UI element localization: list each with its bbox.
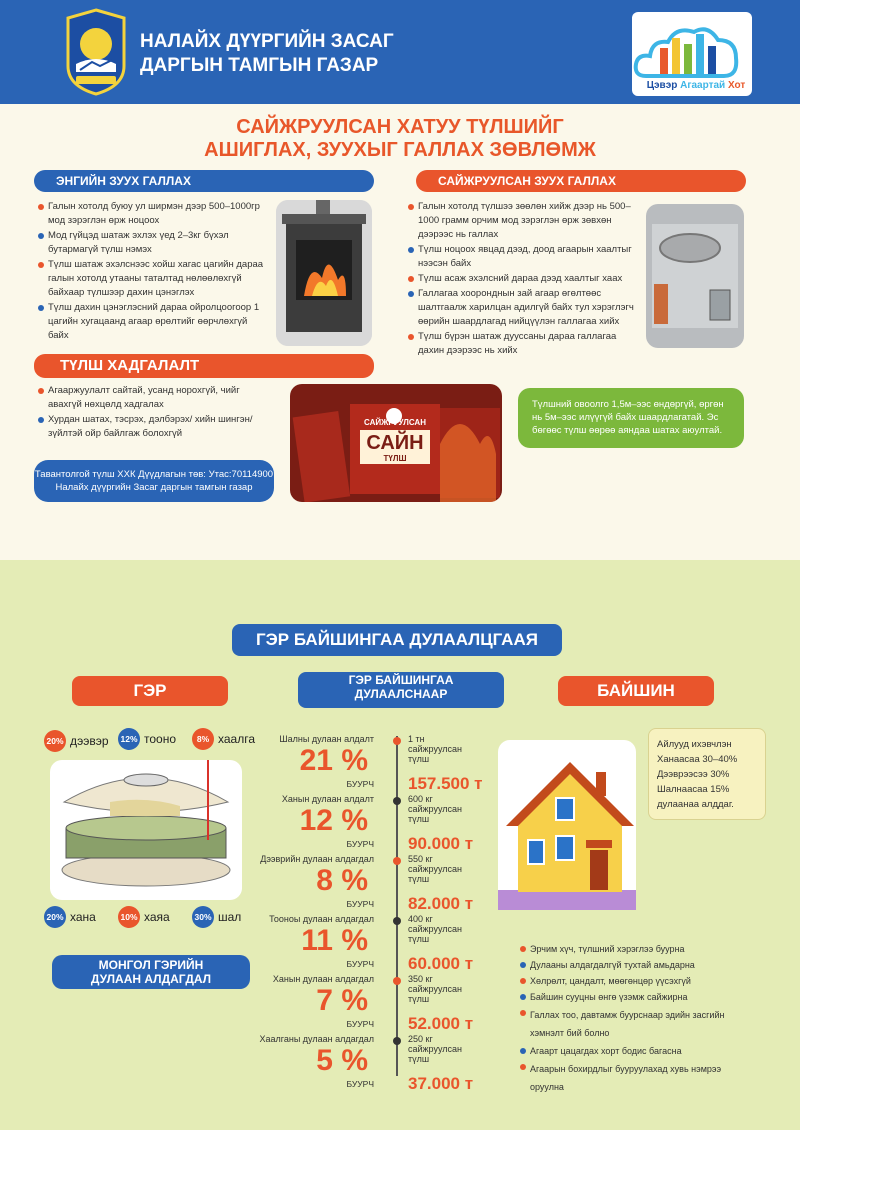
timeline-loss-label: Ханын дулаан алдагдал	[272, 974, 374, 984]
house-benefit-item: Хөлрөлт, цандалт, мөөгөнцөр үүсэхгүй	[520, 974, 740, 988]
timeline-row	[269, 914, 500, 973]
timeline-dot-icon	[393, 857, 401, 865]
ger-layers-icon	[50, 760, 242, 900]
regular-stove-list	[38, 200, 264, 344]
house-note-line: Дээврээсээ 30%	[657, 769, 730, 780]
ger-diagram	[50, 760, 242, 900]
timeline-loss-pct: 21 %	[299, 744, 368, 777]
mongol-tag-line1: МОНГОЛ ГЭРИЙН	[98, 958, 204, 972]
house-note-line: Шалнаасаа 15%	[657, 784, 730, 795]
timeline-price: 157.500 т	[408, 774, 483, 793]
timeline-loss-pct: 8 %	[316, 864, 368, 897]
mongol-ger-heat-loss-tag	[52, 955, 250, 989]
timeline-decrease-word: БУУРЧ	[346, 1019, 374, 1029]
timeline-loss-label: Хаалганы дулаан алдагдал	[259, 1034, 374, 1044]
timeline-fuel-amount: 550 кг сайжруулсан түлш	[408, 854, 462, 884]
insulation-title: ГЭР БАЙШИНГАА ДУЛААЛЦГААЯ	[232, 624, 562, 656]
ger-hem-label: хаяа	[144, 910, 170, 924]
timeline-decrease-word: БУУРЧ	[346, 779, 374, 789]
timeline-loss-label: Шалны дулаан алдалт	[279, 734, 374, 744]
house-benefit-item: Агаарт цацагдах хорт бодис багасна	[520, 1044, 740, 1058]
timeline-fuel-amount: 1 тн сайжруулсан түлш	[408, 734, 462, 764]
regular-stove-title: ЭНГИЙН ЗУУХ ГАЛЛАХ	[34, 170, 374, 192]
regular-stove-item: Мод гүйцэд шатаж эхлэх үед 2–3кг бүхэл бутармагүй түлш нэмэх	[38, 229, 264, 257]
regular-stove-photo	[276, 200, 372, 346]
timeline-dot-icon	[393, 1037, 401, 1045]
ger-roof-pct: 20%	[44, 730, 66, 752]
timeline-loss-pct: 11 %	[301, 924, 368, 957]
timeline-loss-label: Тооноы дулаан алдагдал	[269, 914, 374, 924]
storage-list	[38, 384, 268, 442]
middle-tag	[298, 672, 504, 708]
timeline-price: 90.000 т	[408, 834, 474, 853]
ger-hem-pct: 10%	[118, 906, 140, 928]
timeline-row	[272, 974, 500, 1033]
ger-wall-label: хана	[70, 910, 96, 924]
middle-tag-line2: ДУЛААЛСНААР	[354, 687, 448, 701]
house-benefit-item: Дулааны алдагдалгүй тухтай амьдарна	[520, 958, 740, 972]
improved-stove-item: Галын хотолд түлшээ зөөлөн хийж дээр нь 500–1000 грамм орчим мод зэрэглэн өрж зөвхөн дээрээс нь галлах	[408, 200, 634, 242]
timeline-decrease-word: БУУРЧ	[346, 1079, 374, 1089]
timeline-loss-label: Дээврийн дулаан алдагдал	[260, 854, 374, 864]
main-title-line1: САЙЖРУУЛСАН ХАТУУ ТҮЛШИЙГ	[236, 116, 564, 138]
timeline-price: 60.000 т	[408, 954, 474, 973]
storage-item: Агааржуулалт сайтай, усанд норохгүй, чийг авахгүй нөхцөлд хадгалах	[38, 384, 268, 412]
house-benefits-list	[520, 942, 740, 1097]
timeline-fuel-amount: 400 кг сайжруулсан түлш	[408, 914, 462, 944]
contact-line2: Налайх дүүргийн Засаг даргын тамгын газар	[55, 482, 253, 493]
timeline-row	[260, 854, 500, 913]
bag-brand-label: САЙН	[366, 432, 424, 454]
house-note-line: Ханаасаа 30–40%	[657, 754, 738, 765]
ger-crown-label: тооно	[144, 732, 177, 746]
header-title-line1: НАЛАЙХ ДҮҮРГИЙН ЗАСАГ	[140, 31, 394, 52]
timeline-loss-pct: 7 %	[316, 984, 368, 1017]
timeline-price: 52.000 т	[408, 1014, 474, 1033]
improved-stove-item: Галлагаа хооронднын зай агаар өгөлтөөс шалтгаалж харилцан адилгүй байх тул хэрэглэгч өөрийн шаардлагад нийцүүлэн галлагаа хийх	[408, 287, 634, 329]
middle-tag-line1: ГЭР БАЙШИНГАА	[348, 673, 454, 687]
header-title	[140, 30, 394, 78]
improved-stove-item: Түлш асаж эхэлсний дараа дээд хаалтыг хаах	[408, 272, 634, 286]
house-benefit-item: Агаарын бохирдлыг бууруулахад хувь нэмрээ оруулна	[520, 1060, 740, 1096]
contact-line1: Тавантолгой түлш ХХК Дүүдлагын төв: Утас:70114900	[34, 469, 274, 480]
regular-stove-item: Түлш дахин цэнэглэсний дараа ойролцоогоор 1 цагийн хугацаанд агаар өрөлтийг өөрчлөхгүй байх	[38, 301, 264, 343]
timeline-fuel-amount: 600 кг сайжруулсан түлш	[408, 794, 462, 824]
ger-floor-label: шал	[218, 910, 242, 924]
timeline-fuel-amount: 350 кг сайжруулсан түлш	[408, 974, 462, 1004]
storage-title: ТҮЛШ ХАДГАЛАЛТ	[34, 354, 374, 378]
timeline-decrease-word: БУУРЧ	[346, 899, 374, 909]
improved-stove-image-icon	[646, 204, 744, 348]
house-benefit-item: Эрчим хүч, түлшний хэрэглээ буурна	[520, 942, 740, 956]
timeline-decrease-word: БУУРЧ	[346, 959, 374, 969]
timeline-price: 82.000 т	[408, 894, 474, 913]
timeline-dot-icon	[393, 917, 401, 925]
regular-stove-item: Түлш шатаж эхэлснээс хойш хагас цагийн дараа галын хотолд утааны таталтад нөлөөлөхгүй байхаар түлшээр дахин цэнэглэх	[38, 258, 264, 300]
ger-wall-pct: 20%	[44, 906, 66, 928]
house-note-line: Айлууд ихэвчлэн	[657, 739, 732, 750]
logo-caption	[636, 80, 756, 91]
timeline-loss-pct: 5 %	[316, 1044, 368, 1077]
ger-crown-pct: 12%	[118, 728, 140, 750]
improved-stove-title: САЙЖРУУЛСАН ЗУУХ ГАЛЛАХ	[416, 170, 746, 192]
logo-word-1: Цэвэр	[646, 80, 678, 91]
timeline-decrease-word: БУУРЧ	[346, 839, 374, 849]
timeline-row	[280, 734, 500, 792]
logo-word-2: Агаартай	[680, 80, 726, 91]
timeline-dot-icon	[393, 797, 401, 805]
timeline-dot-icon	[393, 977, 401, 985]
timeline-dot-icon	[393, 737, 401, 745]
district-emblem-icon	[62, 8, 130, 96]
timeline-price: 37.000 т	[408, 1074, 474, 1093]
logo-word-3: Хот	[727, 80, 746, 91]
bag-sub-label: САЙЖРУУЛСАН	[364, 418, 426, 427]
timeline-row	[259, 1034, 500, 1093]
timeline-row	[280, 794, 500, 852]
regular-stove-image-icon	[276, 200, 372, 346]
ger-roof-label: дээвэр	[70, 734, 109, 748]
ger-door-label: хаалга	[218, 732, 256, 746]
regular-stove-item: Галын хотолд буюу ул ширмэн дээр 500–1000гр мод зэрэглэн өрж ноцоох	[38, 200, 264, 228]
mongol-tag-line2: ДУЛААН АЛДАГДАЛ	[90, 972, 212, 986]
bag-fuel-label: ТҮЛШ	[383, 454, 407, 463]
house-benefit-item: Галлах тоо, давтамж буурснаар эдийн засгийн хэмнэлт бий болно	[520, 1006, 740, 1042]
improved-stove-item: Түлш бүрэн шатаж дууссаны дараа галлагаа дахин дээрээс нь хийх	[408, 330, 634, 358]
header-title-line2: ДАРГЫН ТАМГЫН ГАЗАР	[140, 55, 379, 76]
main-title	[180, 116, 620, 162]
improved-stove-item: Түлш ноцоох явцад дээд, доод агаарын хаалтыг нээсэн байх	[408, 243, 634, 271]
improved-stove-list	[408, 200, 634, 359]
ger-door-pct: 8%	[192, 728, 214, 750]
house-icon	[498, 740, 636, 910]
storage-item: Хурдан шатах, тэсрэх, дэлбэрэх/ хийн шингэн/ зүйлтэй ойр байлгаж болохгүй	[38, 413, 268, 441]
house-benefit-item: Байшин сууцны өнгө үзэмж сайжирна	[520, 990, 740, 1004]
house-note-line: дулаанаа алддаг.	[657, 799, 734, 810]
ger-floor-pct: 30%	[192, 906, 214, 928]
timeline-fuel-amount: 250 кг сайжруулсан түлш	[408, 1034, 462, 1064]
storage-note: Түлшний овоолго 1,5м–ээс өндөргүй, өргөн нь 5м–ээс илүүгүй байх шаардлагатай. Эс бөгөөс түлш өөрөө аяндаа шатах аюултай.	[518, 388, 744, 448]
contact-box	[34, 460, 274, 502]
fuel-bags-photo	[290, 384, 502, 502]
ger-tag: ГЭР	[72, 676, 228, 706]
house-heat-loss-note	[648, 728, 766, 820]
timeline-loss-pct: 12 %	[299, 804, 368, 837]
header-bar	[0, 0, 800, 104]
house-tag: БАЙШИН	[558, 676, 714, 706]
house-diagram	[498, 740, 636, 910]
timeline-loss-label: Ханын дулаан алдалт	[281, 794, 374, 804]
improved-stove-photo	[646, 204, 744, 348]
main-title-line2: АШИГЛАХ, ЗУУХЫГ ГАЛЛАХ ЗӨВЛӨМЖ	[204, 139, 596, 161]
